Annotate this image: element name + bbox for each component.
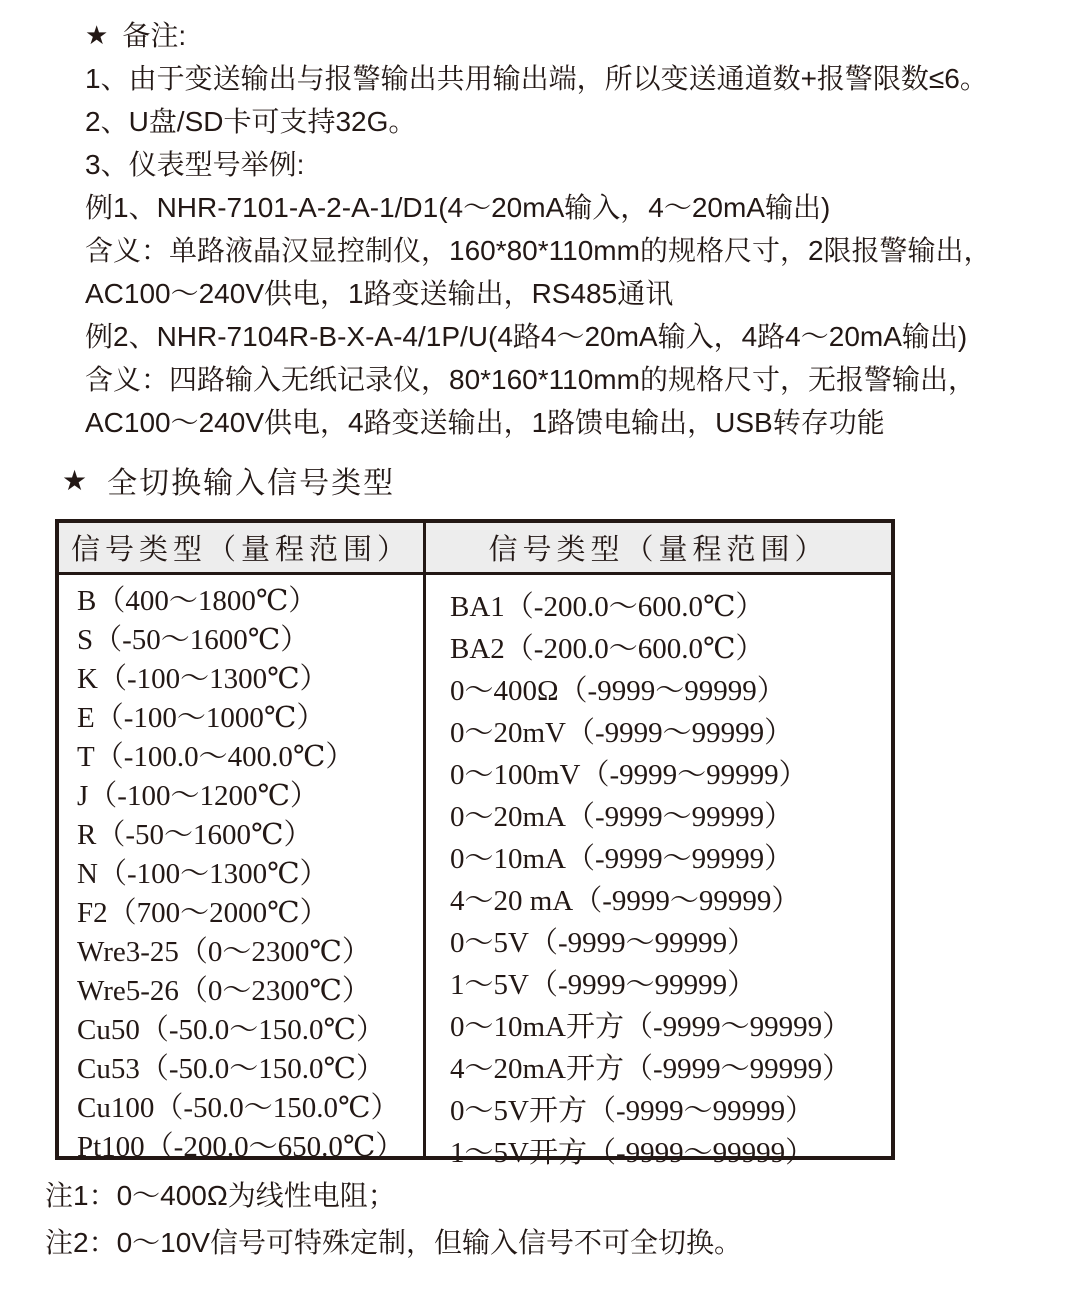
star-icon: ★ (62, 464, 88, 496)
signal-row: 0～20mV（-9999～99999） (450, 717, 794, 749)
table-body (59, 575, 891, 1169)
remark-line: 1、由于变送输出与报警输出共用输出端，所以变送通道数+报警限数≤6。 (85, 63, 988, 94)
table-header-row (59, 523, 891, 575)
signal-row: 4～20mA开方（-9999～99999） (450, 1053, 852, 1085)
table-header-left: 信号类型（量程范围） (59, 523, 426, 572)
table-column-right (426, 575, 891, 1169)
remark-line: 含义：单路液晶汉显控制仪，160*80*110mm的规格尺寸，2限报警输出， (85, 235, 992, 266)
signal-row: S（-50～1600℃） (77, 624, 310, 656)
signal-row: 1～5V开方（-9999～99999） (450, 1137, 815, 1169)
table-column-left (59, 575, 426, 1163)
remark-line: 3、仪表型号举例: (85, 149, 305, 180)
remark-line: 含义：四路输入无纸记录仪，80*160*110mm的规格尺寸，无报警输出， (85, 364, 976, 395)
signal-row: 0～20mA（-9999～99999） (450, 801, 794, 833)
signal-row: BA2（-200.0～600.0℃） (450, 633, 765, 665)
remarks-section (85, 14, 992, 444)
remarks-title-text: 备注: (122, 20, 187, 51)
signal-row: Cu50（-50.0～150.0℃） (77, 1014, 385, 1046)
remarks-title (85, 14, 992, 57)
signal-row: 0～400Ω（-9999～99999） (450, 675, 786, 707)
signal-row: 4～20 mA（-9999～99999） (450, 885, 801, 917)
signal-row: Pt100（-200.0～650.0℃） (77, 1131, 405, 1163)
footnote-line: 注1：0～400Ω为线性电阻； (45, 1180, 396, 1211)
signal-section-title: 全切换输入信号类型 (107, 467, 396, 500)
remark-line: 例1、NHR-7101-A-2-A-1/D1(4～20mA输入，4～20mA输出) (85, 192, 831, 223)
remark-line: AC100～240V供电，1路变送输出，RS485通讯 (85, 278, 674, 309)
signal-row: 0～10mA开方（-9999～99999） (450, 1011, 852, 1043)
signal-row: Cu100（-50.0～150.0℃） (77, 1092, 400, 1124)
remark-line: 2、U盘/SD卡可支持32G。 (85, 106, 417, 137)
table-footnotes (45, 1172, 742, 1266)
signal-row: BA1（-200.0～600.0℃） (450, 591, 765, 623)
signal-row: N（-100～1300℃） (77, 858, 329, 890)
signal-row: 0～5V开方（-9999～99999） (450, 1095, 815, 1127)
remark-line: AC100～240V供电，4路变送输出，1路馈电输出，USB转存功能 (85, 407, 885, 438)
signal-section-heading (62, 458, 395, 502)
signal-row: K（-100～1300℃） (77, 663, 329, 695)
signal-row: 0～100mV（-9999～99999） (450, 759, 808, 791)
signal-row: Cu53（-50.0～150.0℃） (77, 1053, 385, 1085)
signal-row: 0～5V（-9999～99999） (450, 927, 757, 959)
star-icon: ★ (85, 20, 109, 50)
signal-row: 1～5V（-9999～99999） (450, 969, 757, 1001)
table-header-right: 信号类型（量程范围） (488, 534, 829, 566)
signal-row: R（-50～1600℃） (77, 819, 313, 851)
signal-row: E（-100～1000℃） (77, 702, 326, 734)
signal-row: Wre5-26（0～2300℃） (77, 975, 371, 1007)
signal-row: J（-100～1200℃） (77, 780, 319, 812)
remark-line: 例2、NHR-7104R-B-X-A-4/1P/U(4路4～20mA输入，4路4～20mA输出) (85, 321, 968, 352)
signal-row: 0～10mA（-9999～99999） (450, 843, 794, 875)
signal-row: F2（700～2000℃） (77, 897, 329, 929)
signal-row: T（-100.0～400.0℃） (77, 741, 355, 773)
signal-row: B（400～1800℃） (77, 585, 318, 617)
footnote-line: 注2：0～10V信号可特殊定制，但输入信号不可全切换。 (45, 1227, 742, 1258)
signal-row: Wre3-25（0～2300℃） (77, 936, 371, 968)
signal-types-table (55, 519, 895, 1169)
